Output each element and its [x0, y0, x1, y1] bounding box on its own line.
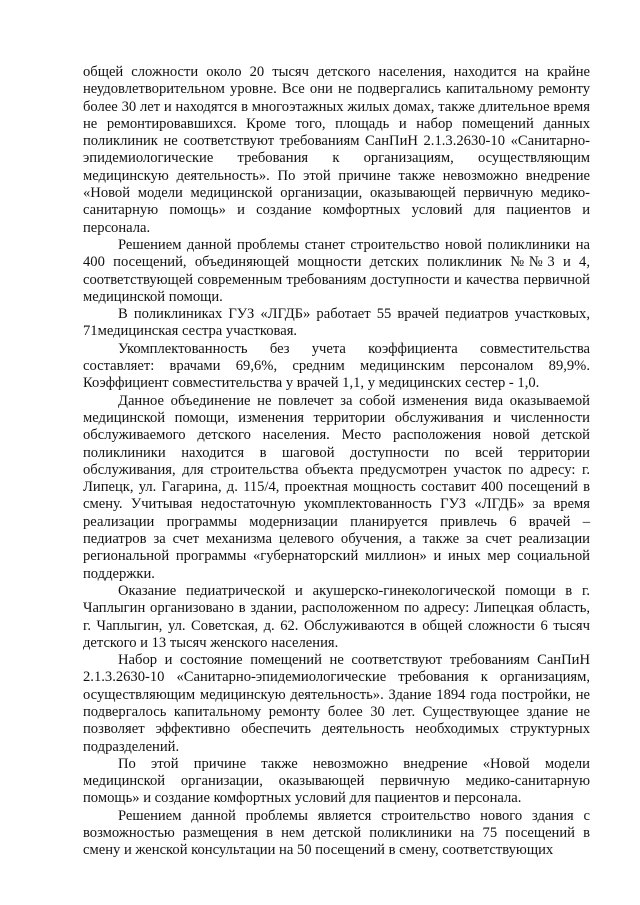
paragraph-5: Данное объединение не повлечет за собой изменения вида оказываемой медицинской помощи, изменения территории обслуживания и численности обслуживаемого детского населения. Место расположения новой детской поликлиники находится в шаговой доступности по всей территории обслуживания, для строительства объекта предусмотрен участок по адресу: г. Липецк, ул. Гагарина, д. 115/4, проектная мощность составит 400 посещений в смену. Учитывая недостаточную укомплектованность ГУЗ «ЛГДБ» за время реализации программы модернизации планируется привлечь 6 врачей – педиатров за счет механизма целевого обучения, а также за счет реализации региональной программы «губернаторский миллион» и иных мер социальной поддержки.	[83, 392, 590, 582]
paragraph-1: общей сложности около 20 тысяч детского населения, находится на крайне неудовлетворительном уровне. Все они не подвергались капитальному ремонту более 30 лет и находятся в многоэтажных жилых домах, также длительное время не ремонтировавшихся. Кроме того, площадь и набор помещений данных поликлиник не соответствуют требованиям СанПиН 2.1.3.2630-10 «Санитарно-эпидемиологические требования к организациям, осуществляющим медицинскую деятельность». По этой причине также невозможно внедрение «Новой модели медицинской организации, оказывающей первичную медико-санитарную помощь» и создание комфортных условий для пациентов и персонала.	[83, 64, 590, 236]
paragraph-2: Решением данной проблемы станет строительство новой поликлиники на 400 посещений, объединяющей мощности детских поликлиник №№3 и 4, соответствующей современным требованиям доступности и качества первичной медицинской помощи.	[83, 236, 590, 305]
paragraph-4: Укомплектованность без учета коэффициента совместительства составляет: врачами 69,6%, средним медицинским персоналом 89,9%. Коэффициент совместительства у врачей 1,1, у медицинских сестер - 1,0.	[83, 340, 590, 392]
paragraph-3: В поликлиниках ГУЗ «ЛГДБ» работает 55 врачей педиатров участковых, 71медицинская сестра участковая.	[83, 306, 590, 340]
document-page	[83, 64, 590, 860]
paragraph-8: По этой причине также невозможно внедрение «Новой модели медицинской организации, оказывающей первичную медико-санитарную помощь» и создание комфортных условий для пациентов и персонала.	[83, 755, 590, 807]
paragraph-6: Оказание педиатрической и акушерско-гинекологической помощи в г. Чаплыгин организовано в здании, расположенном по адресу: Липецкая область, г. Чаплыгин, ул. Советская, д. 62. Обслуживаются в общей сложности 6 тысяч детского и 13 тысяч женского населения.	[83, 582, 590, 651]
paragraph-9: Решением данной проблемы является строительство нового здания с возможностью размещения в нем детской поликлиники на 75 посещений в смену и женской консультации на 50 посещений в смену, соответствующих	[83, 807, 590, 859]
paragraph-7: Набор и состояние помещений не соответствуют требованиям СанПиН 2.1.3.2630-10 «Санитарно-эпидемиологические требования к организациям, осуществляющим медицинскую деятельность». Здание 1894 года постройки, не подвергалось капитальному ремонту более 30 лет. Существующее здание не позволяет эффективно обеспечить деятельность необходимых структурных подразделений.	[83, 652, 590, 755]
